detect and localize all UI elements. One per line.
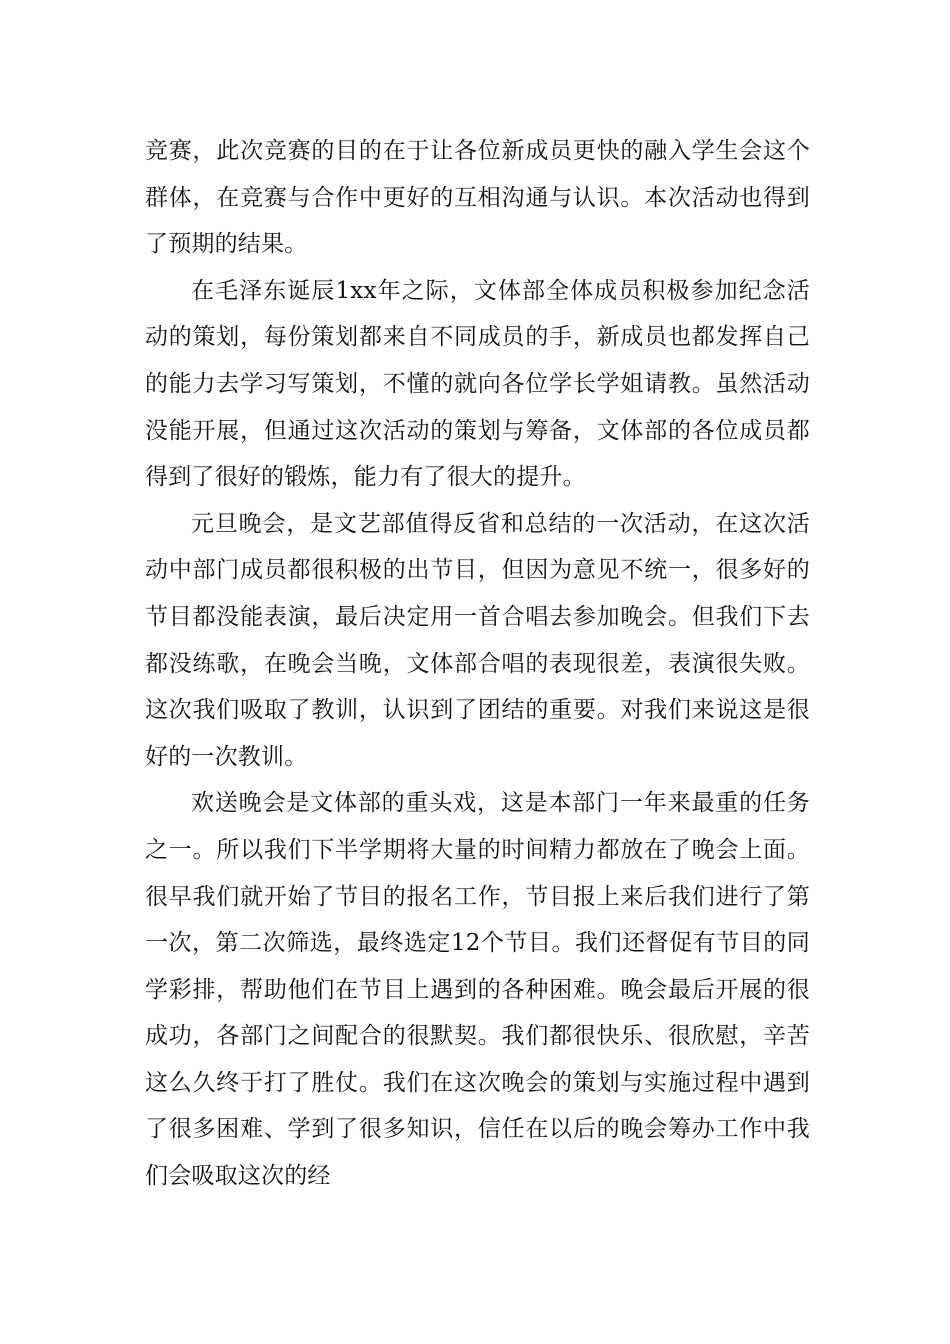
paragraph-continued: 竞赛，此次竞赛的目的在于让各位新成员更快的融入学生会这个群体，在竞赛与合作中更好的互相沟通与认识。本次活动也得到了预期的结果。	[145, 138, 810, 258]
paragraph-new-year-gala: 元旦晚会，是文艺部值得反省和总结的一次活动，在这次活动中部门成员都很积极的出节目，但因为意见不统一，很多好的节目都没能表演，最后决定用一首合唱去参加晚会。但我们下去都没练歌，在晚会当晚，文体部合唱的表现很差，表演很失败。这次我们吸取了教训，认识到了团结的重要。对我们来说这是很好的一次教训。	[145, 510, 810, 770]
paragraph-anniversary: 在毛泽东诞辰1xx年之际，文体部全体成员积极参加纪念活动的策划，每份策划都来自不同成员的手，新成员也都发挥自己的能力去学习写策划，不懂的就向各位学长学姐请教。虽然活动没能开展，但通过这次活动的策划与筹备，文体部的各位成员都得到了很好的锻炼，能力有了很大的提升。	[145, 277, 810, 491]
document-body	[145, 128, 810, 1200]
paragraph-farewell-gala: 欢送晚会是文体部的重头戏，这是本部门一年来最重的任务之一。所以我们下半学期将大量的时间精力都放在了晚会上面。很早我们就开始了节目的报名工作，节目报上来后我们进行了第一次，第二次筛选，最终选定12个节目。我们还督促有节目的同学彩排，帮助他们在节目上遇到的各种困难。晚会最后开展的很成功，各部门之间配合的很默契。我们都很快乐、很欣慰，辛苦这么久终于打了胜仗。我们在这次晚会的策划与实施过程中遇到了很多困难、学到了很多知识，信任在以后的晚会筹办工作中我们会吸取这次的经	[145, 790, 810, 1190]
